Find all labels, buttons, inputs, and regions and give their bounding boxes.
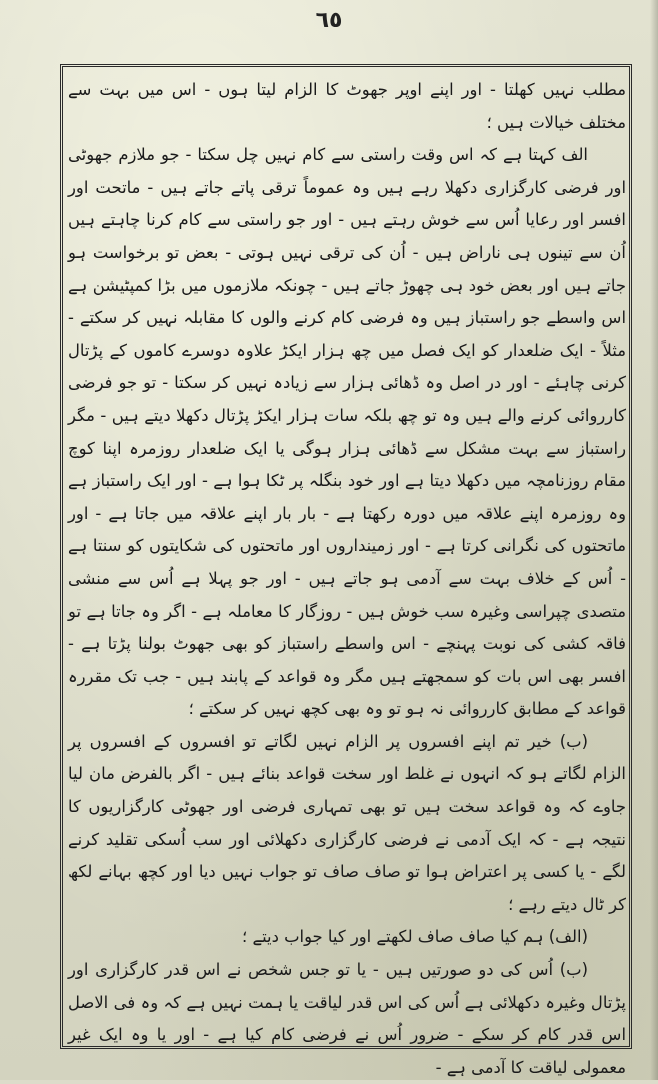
paragraph-2: (ب) خیر تم اپنے افسروں پر الزام نہیں لگاتے تو افسروں کے افسروں پر الزام لگاتے ہو کہ انہوں نے غلط اور سخت قواعد بنائے ہیں - اگر بالفرض مان لیا جاوے کہ وہ قواعد سخت ہیں تو بھی تمہاری فرضی اور جھوٹی کارگزاریوں کا نتیجہ ہے - کہ ایک آدمی نے فرضی کارگزاری دکھلائی اور سب اُسکی تقلید کرنے لگے - یا کسی پر اعتراض ہوا تو صاف صاف تو جواب نہیں دیا اور کچھ بہانے لکھ کر ٹال دیتے رہے ؛ [68,731,626,914]
page-number: ٦٥ [315,8,343,33]
body-text [68,74,626,1077]
paragraph-4: (ب) اُس کی دو صورتیں ہیں - یا تو جس شخص نے اس قدر کارگزاری اور پڑتال وغیرہ دکھلائی ہے اُس کی اس قدر لیاقت یا ہمت نہیں ہے کہ وہ فی الاصل اس قدر کام کر سکے - ضرور اُس نے فرضی کام کیا ہے - اور یا وہ ایک غیر معمولی لیاقت کا آدمی ہے - [68,960,626,1077]
paragraph-3: (الف) ہم کیا صاف صاف لکھتے اور کیا جواب دیتے ؛ [242,927,588,947]
paragraph-1: الف کہتا ہے کہ اس وقت راستی سے کام نہیں چل سکتا - جو ملازم جھوٹی اور فرضی کارگزاری دکھلا رہے ہیں وہ عموماً ترقی پاتے جاتے ہیں - ماتحت اور افسر اور رعایا اُس سے خوش رہتے ہیں - اور جو راستی سے کام کرنا چاہتے ہیں اُن سے تینوں ہی ناراض ہیں - اُن کی ترقی نہیں ہوتی - بعض تو برخواست ہو جاتے ہیں اور بعض خود ہی چھوڑ جاتے ہیں - چونکہ ملازموں میں بڑا کمپٹیشن ہے اس واسطے جو راستباز ہیں وہ فرضی کام کرنے والوں کا مقابلہ نہیں کر سکتے - مثلاً - ایک ضلعدار کو ایک فصل میں چھ ہزار ایکڑ علاوہ دوسرے کاموں کے پڑتال کرنی چاہئے - اور در اصل وہ ڈھائی ہزار سے زیادہ نہیں کر سکتا - تو جو فرضی کارروائی کرنے والے ہیں وہ تو چھ بلکہ سات ہزار ایکڑ پڑتال دکھلا دیتے ہیں - مگر راستباز سے بہت مشکل سے ڈھائی ہزار ہوگی یا ایک ضلعدار روزمرہ اپنا کوچ مقام روزنامچہ میں دکھلا دیتا ہے اور خود بنگلہ پر ٹکا ہوا ہے - اور ایک راستباز ہے وہ روزمرہ اپنے علاقہ میں دورہ رکھتا ہے - بار بار اپنے علاقہ میں جاتا ہے - اور ماتحتوں کی نگرانی کرتا ہے - اور زمینداروں اور ماتحتوں کی شکایتوں کو سنتا ہے - اُس کے خلاف بہت سے آدمی ہو جاتے ہیں - اور جو پہلا ہے اُس سے منشی متصدی چپراسی وغیرہ سب خوش ہیں - روزگار کا معاملہ ہے - اگر وہ جاتا ہے تو فاقہ کشی کی نوبت پہنچے - اس واسطے راستباز کو بھی جھوٹ بولنا پڑتا ہے - افسر بھی اس بات کو سمجھتے ہیں مگر وہ قواعد کے پابند ہیں - جب تک مقررہ قواعد کے مطابق کارروائی نہ ہو تو وہ بھی کچھ نہیں کر سکتے ؛ [68,145,626,719]
scan-edge-shadow [650,0,658,1080]
paragraph-0: مطلب نہیں کھلتا - اور اپنے اوپر جھوٹ کا الزام لیتا ہوں - اس میں بہت سے مختلف خیالات ہیں ؛ [68,80,626,132]
